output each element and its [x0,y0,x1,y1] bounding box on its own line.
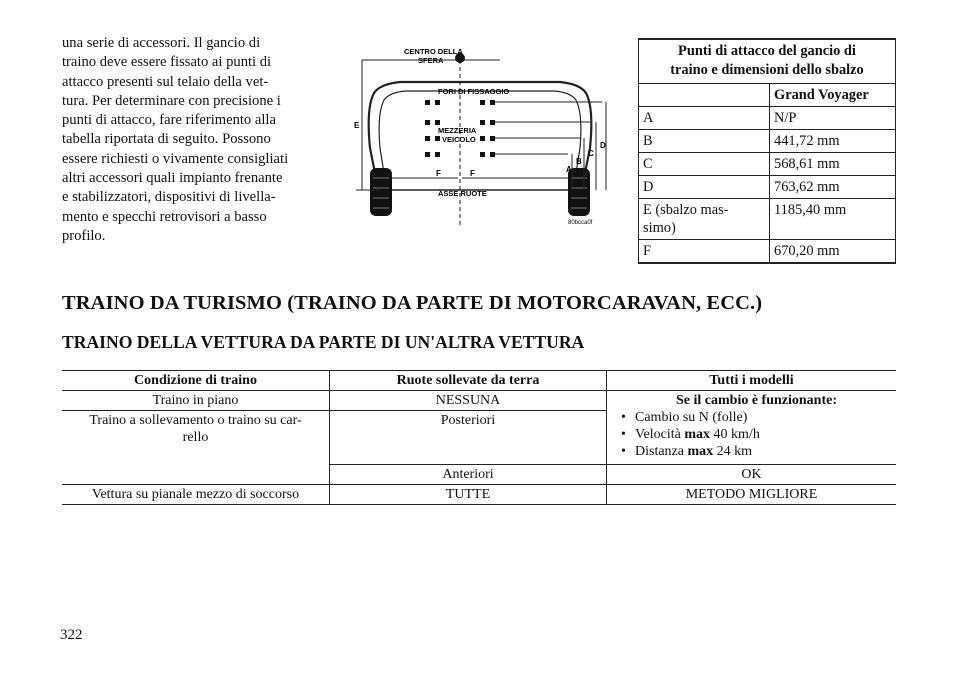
spec-column-header: Grand Voyager [770,84,896,107]
table-row: A N/P [639,107,896,130]
intro-line: attacco presenti sul telaio della vet- [62,73,269,90]
letter-d: D [600,141,606,150]
table-row: Anteriori OK [62,465,896,485]
right-wheel [568,168,590,216]
table-row: Traino in piano NESSUNA Se il cambio è funzionante: • Cambio su N (folle) • Velocità max 40 km/h • Distanza max 24 km [62,391,896,411]
letter-c: C [588,149,594,158]
vehicle-body-outline [369,82,592,188]
towing-notes: Se il cambio è funzionante: • Cambio su N (folle) • Velocità max 40 km/h • Distanza max 24 km [607,391,897,465]
intro-paragraph [62,34,316,246]
list-item: • Distanza max 24 km [621,443,892,460]
label-sfera: SFERA [418,56,444,65]
intro-line: una serie di accessori. Il gancio di [62,35,261,51]
page-number: 322 [60,627,83,643]
intro-line: e stabilizzatori, dispositivi di livella- [62,189,276,206]
spec-caption: Punti di attacco del gancio di traino e dimensioni dello sbalzo [639,39,896,84]
label-veicolo: VEICOLO [442,135,476,144]
list-item: • Cambio su N (folle) [621,409,892,426]
figure-code: 80bcca0f [568,220,593,226]
letter-f-right: F [470,169,475,178]
intro-line: traino deve essere fissato ai punti di [62,54,272,71]
table-row: D 763,62 mm [639,176,896,199]
label-mezzeria: MEZZERIA [438,126,477,135]
hitch-spec-table [638,38,896,264]
header-condition: Condizione di traino [62,371,330,391]
table-row: Vettura su pianale mezzo di soccorso TUTTE METODO MIGLIORE [62,485,896,505]
intro-line: tabella riportata di seguito. Possono [62,131,271,148]
header-wheels: Ruote sollevate da terra [330,371,607,391]
intro-line: essere richiesti o vivamente consigliati [62,150,289,167]
label-asse: ASSE RUOTE [438,189,487,198]
intro-line: altri accessori quali impianto frenante [62,170,283,187]
table-row: B 441,72 mm [639,130,896,153]
intro-line: punti di attacco, fare riferimento alla [62,112,276,129]
table-row: F 670,20 mm [639,240,896,264]
intro-line: mento e specchi retrovisori a basso [62,208,267,225]
label-centro: CENTRO DELLA [404,47,463,56]
hitch-diagram [340,38,618,238]
letter-a: A [566,165,572,174]
letter-b: B [576,157,582,166]
list-item: • Velocità max 40 km/h [621,426,892,443]
intro-line: profilo. [62,227,106,244]
towing-table [62,370,896,505]
intro-line: tura. Per determinare con precisione i [62,92,281,109]
table-row: E (sbalzo mas- simo) 1185,40 mm [639,199,896,240]
subsection-heading: TRAINO DELLA VETTURA DA PARTE DI UN'ALTRA VETTURA [62,332,585,352]
table-row: Traino a sollevamento o traino su car- rello Posteriori [62,411,896,465]
letter-e: E [354,121,360,130]
header-models: Tutti i modelli [607,371,897,391]
left-wheel [370,168,392,216]
spec-corner [639,84,770,107]
letter-f-left: F [436,169,441,178]
section-heading: TRAINO DA TURISMO (TRAINO DA PARTE DI MOTORCARAVAN, ECC.) [62,292,763,314]
table-row: C 568,61 mm [639,153,896,176]
label-fori: FORI DI FISSAGGIO [438,87,510,96]
